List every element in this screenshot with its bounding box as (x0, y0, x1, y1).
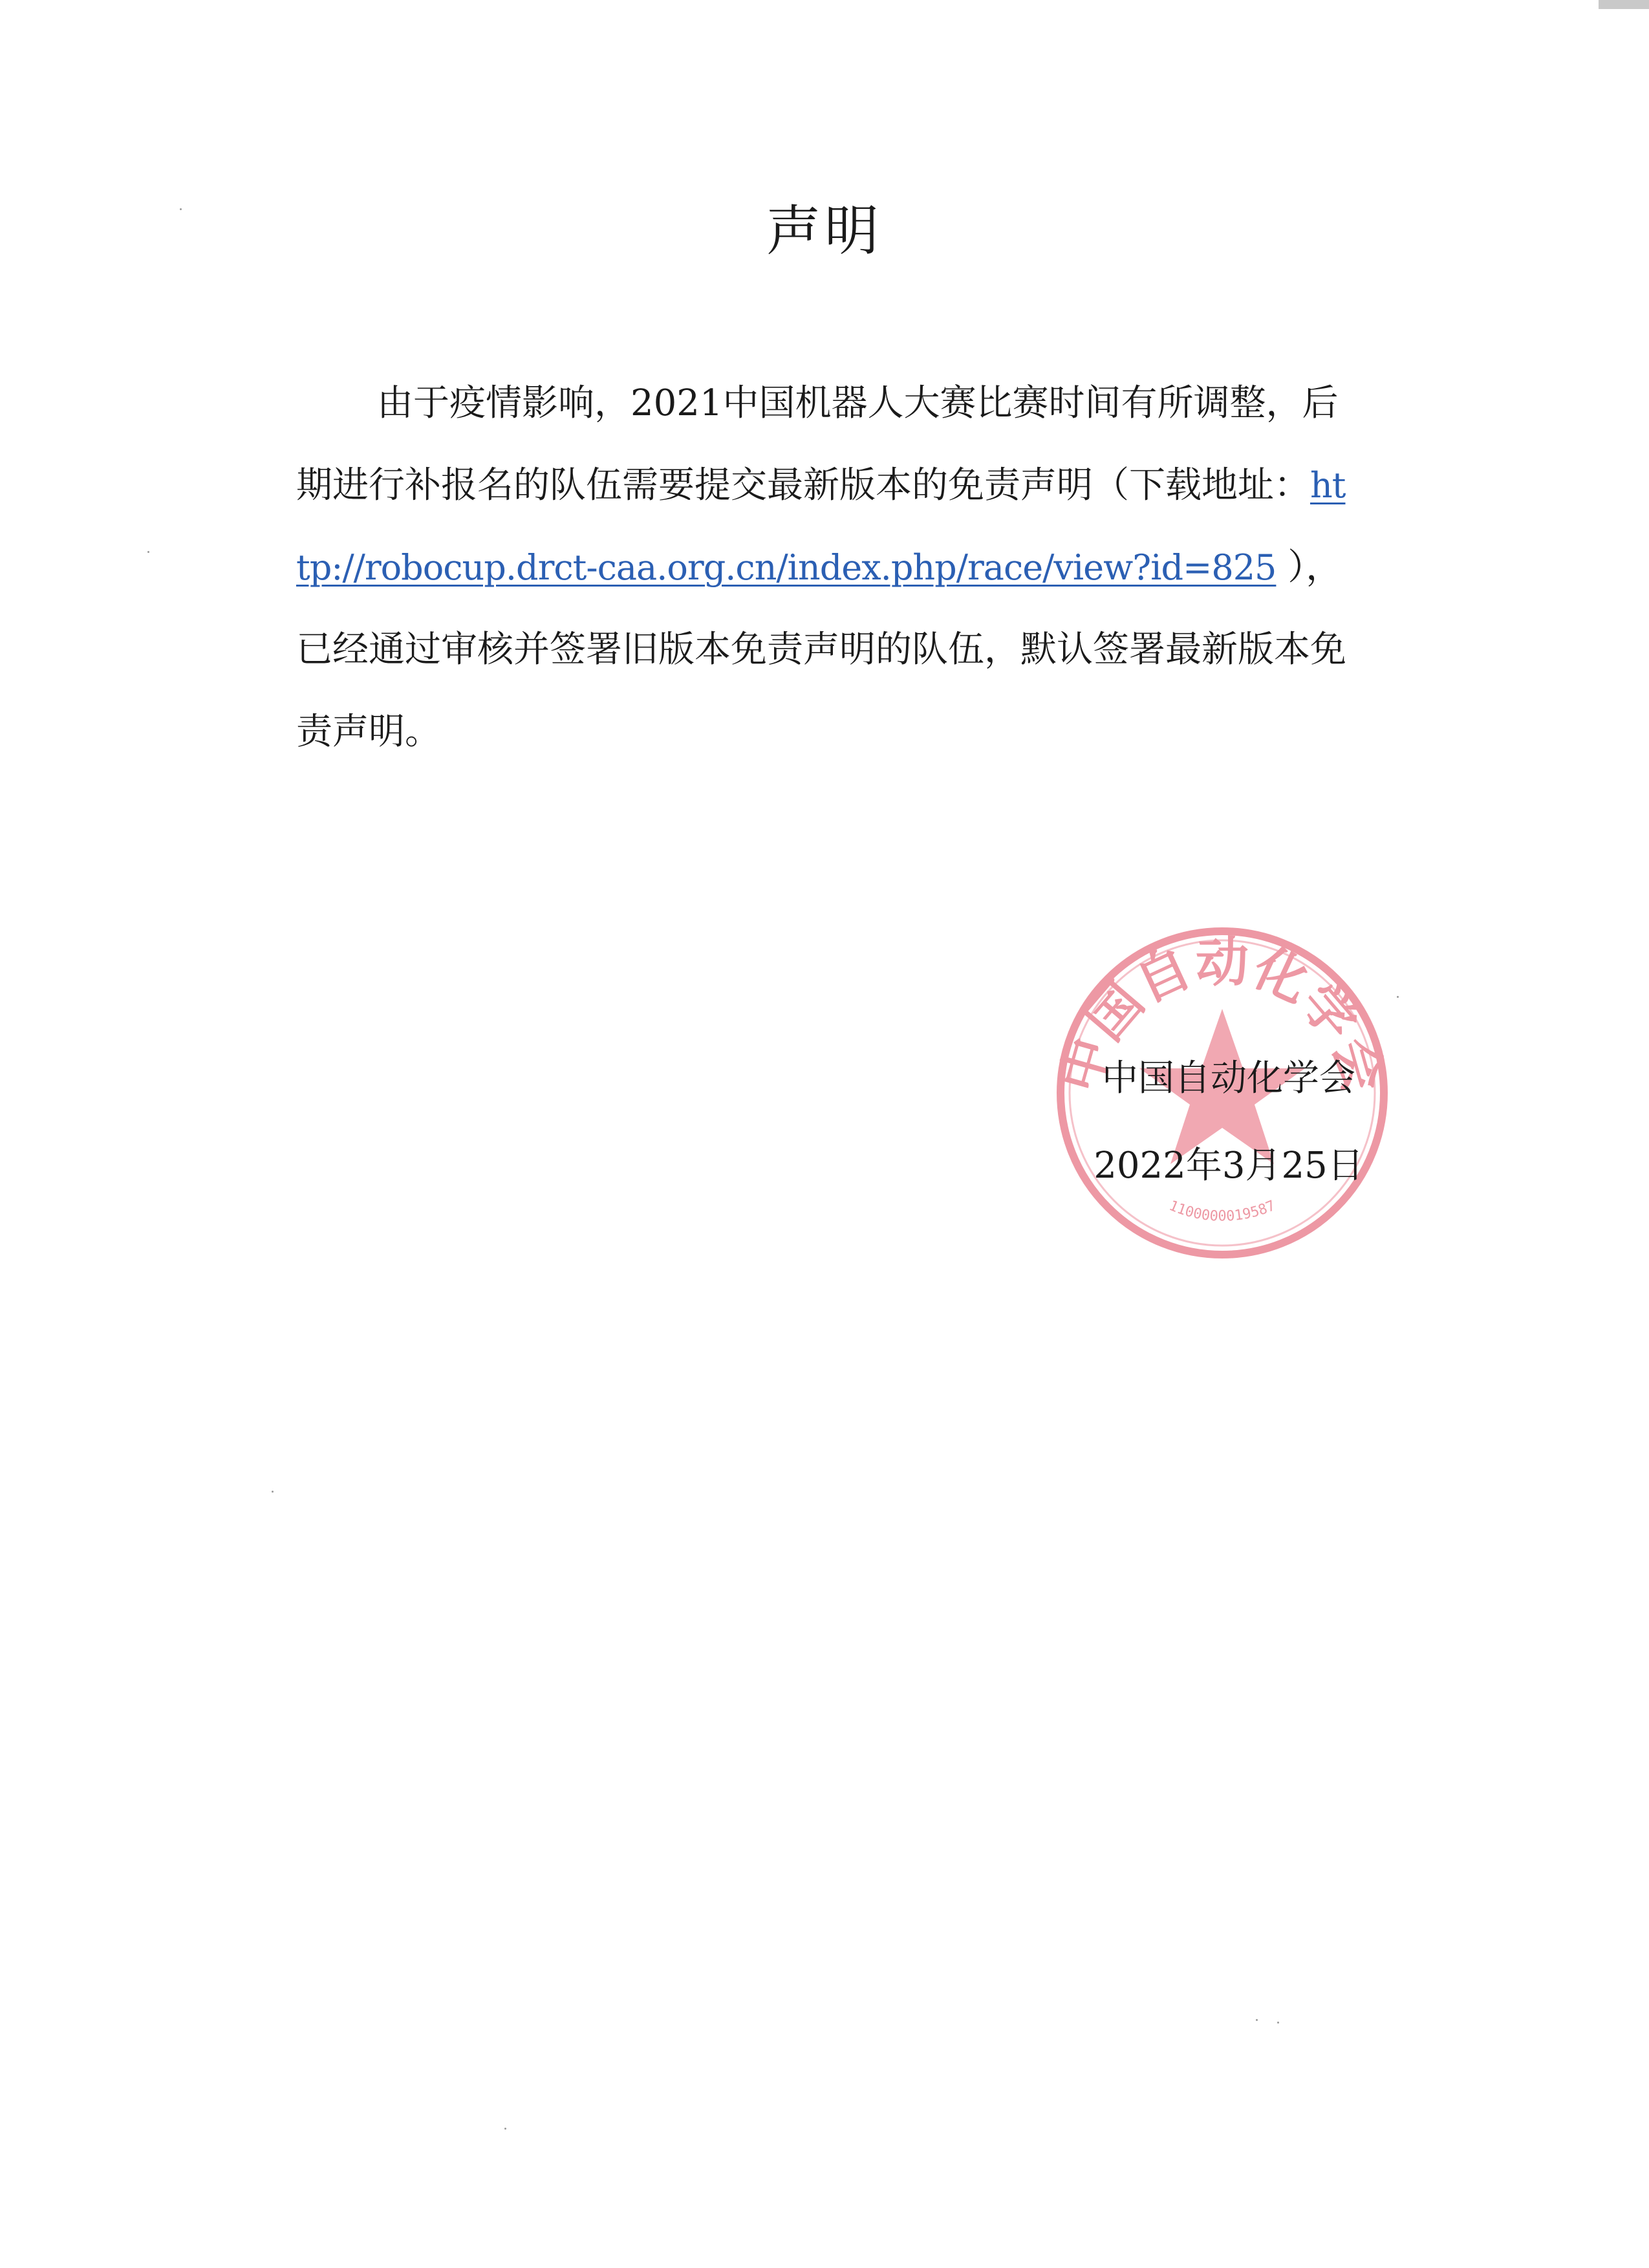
signature-date: 2022年3月25日 (1094, 1145, 1364, 1187)
scan-speck (1397, 996, 1399, 998)
signature-organization: 中国自动化学会 (1102, 1057, 1355, 1099)
scan-speck (1277, 2022, 1279, 2024)
statement-paragraph (296, 362, 1357, 773)
seal-serial: 1100000019587 (1167, 1197, 1278, 1225)
download-link[interactable]: http://robocup.drct-caa.org.cn/index.php/race/view?id=825 (296, 465, 1346, 588)
scan-edge-mark (1599, 0, 1649, 9)
signature-block (1073, 1035, 1384, 1209)
seal-outer-text: 中国自动化学会 (1049, 931, 1396, 1099)
scan-speck (504, 2128, 506, 2130)
scan-speck (1256, 2019, 1258, 2021)
scan-speck (147, 551, 149, 553)
scan-speck (180, 208, 182, 210)
document-title: 声明 (766, 199, 883, 263)
statement-text-before-link: 由于疫情影响，2021中国机器人大赛比赛时间有所调整，后期进行补报名的队伍需要提交最新版本的免责声明（下载地址： (296, 382, 1339, 506)
scan-speck (272, 1491, 274, 1493)
statement-text-after-link: ），已经通过审核并签署旧版本免责声明的队伍，默认签署最新版本免责声明。 (296, 546, 1346, 753)
